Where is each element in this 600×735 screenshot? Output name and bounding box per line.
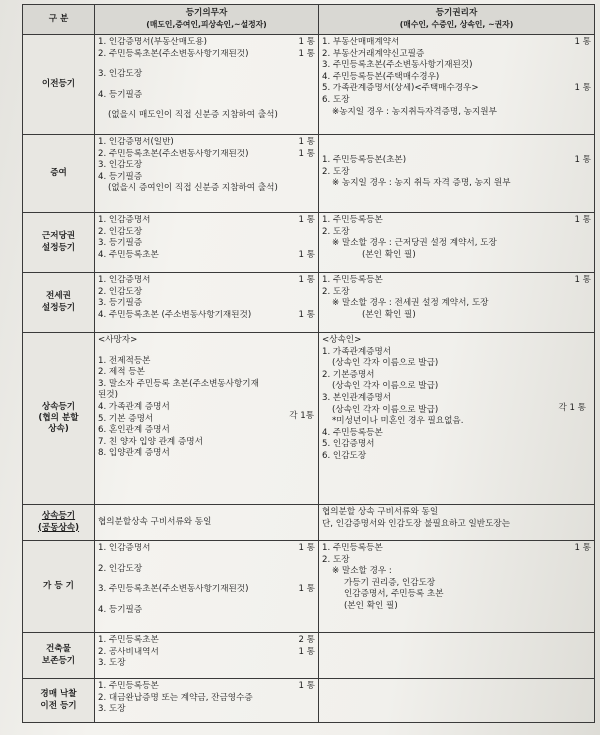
list-item: 5. 가족관계증명서(상세)<주택매수경우>: [322, 83, 479, 94]
category-label: (공동상속): [37, 522, 80, 533]
header-category: 구 분: [23, 5, 95, 35]
row-inherit-joint: [23, 505, 595, 541]
list-item: 4. 등기필증: [98, 604, 143, 615]
inherit-joint-obligor-docs: [95, 505, 319, 541]
list-item: 2. 도장: [322, 226, 350, 237]
category-provisional: 가 등 기: [23, 541, 95, 633]
list-item: 2. 인감도장: [98, 226, 143, 237]
transfer-right-holder-docs: [319, 35, 595, 135]
list-item: 1. 주민등록등본: [98, 681, 159, 691]
quantity: 1 통: [574, 543, 591, 553]
quantity: 2 통: [298, 635, 315, 645]
category-inherit: [23, 333, 95, 505]
category-building: [23, 633, 95, 679]
gift-right-holder-docs: [319, 135, 595, 213]
list-item: 1. 주민등록등본: [322, 275, 383, 285]
obligor-title: 등기의무자: [185, 8, 228, 19]
list-item: 6. 혼인관계 증명서: [98, 425, 170, 436]
list-item: 3. 본인관계증명서: [322, 392, 392, 403]
inherit-obligor-docs: [95, 333, 319, 505]
quantity: 1 통: [574, 37, 591, 47]
header-right-holder: [319, 5, 595, 35]
mortgage-right-holder-docs: [319, 213, 595, 273]
quantity: 1 통: [574, 275, 591, 285]
row-auction: [23, 679, 595, 723]
list-item: 3. 인감도장: [98, 69, 143, 80]
list-item: 3. 주민등록초본(주소변동사항기재된것): [98, 584, 249, 595]
note: ※ 말소할 경우 : 전세권 설정 계약서, 도장: [332, 298, 489, 309]
list-item: 1. 인감증명서: [98, 215, 151, 225]
list-item: 3. 등기필증: [98, 238, 143, 249]
right-holder-subtitle: (매수인, 수증인, 상속인, ~권자): [399, 20, 514, 30]
inherit-joint-right-holder-docs: [319, 505, 595, 541]
list-item: 3. 도장: [98, 704, 126, 715]
note: ※ 말소할 경우 : 근저당권 설정 계약서, 도장: [332, 238, 497, 249]
category-mortgage: [23, 213, 95, 273]
quantity: 1 통: [298, 48, 315, 59]
transfer-obligor-docs: [95, 35, 319, 135]
list-item: 3. 주민등록초본(주소변동사항기재된것): [322, 60, 473, 71]
list-item: 협의분할상속 구비서류와 동일: [98, 516, 212, 527]
list-item: 1. 주민등록초본: [98, 635, 159, 645]
quantity: 각 1 통: [558, 403, 586, 413]
note: (본인 확인 필): [362, 309, 416, 320]
row-building: [23, 633, 595, 679]
list-item: 6. 도장: [322, 94, 350, 105]
quantity: 1 통: [298, 137, 315, 147]
list-item: 2. 공사비내역서: [98, 646, 159, 657]
list-item: 1. 부동산매매계약서: [322, 37, 400, 47]
note: ※농지일 경우 : 농지취득자격증명, 농지원부: [332, 106, 497, 117]
category-label: 건축물: [46, 644, 71, 655]
quantity: 1 통: [574, 215, 591, 225]
quantity: 1 통: [298, 646, 315, 657]
note: (없을시 매도인이 직접 신분증 지참하여 출석): [108, 110, 278, 121]
list-item: 2. 기본증명서: [322, 369, 375, 380]
row-lease: [23, 273, 595, 333]
category-auction: [23, 679, 95, 723]
auction-right-holder-docs: [319, 679, 595, 723]
list-item: 3. 인감도장: [98, 160, 143, 171]
list-item: 2. 주민등록초본(주소변동사항기재된것): [98, 148, 249, 159]
quantity: 1 통: [298, 584, 315, 595]
obligor-subtitle: (매도인,증여인,피상속인,~설정자): [146, 20, 267, 30]
building-right-holder-docs: [319, 633, 595, 679]
note: (본인 확인 필): [362, 249, 416, 260]
list-item: 3. 도장: [98, 658, 126, 669]
note: (상속인 각자 이름으로 발급): [332, 381, 439, 392]
auction-obligor-docs: [95, 679, 319, 723]
list-item: 1. 주민등록등본: [322, 543, 383, 553]
heir-heading: <상속인>: [322, 335, 362, 345]
row-inherit: [23, 333, 595, 505]
category-label: 설정등기: [41, 242, 76, 253]
list-item: 4. 주민등록초본 (주소변동사항기재된것): [98, 309, 252, 320]
list-item: 4. 주민등록초본: [98, 249, 159, 260]
quantity: 1 통: [574, 155, 591, 165]
list-item: 4. 등기필증: [98, 89, 143, 100]
category-label: 상속): [48, 424, 69, 435]
list-item: 2. 제적 등본: [98, 367, 145, 378]
list-item: 4. 주민등록등본: [322, 427, 383, 438]
list-item: 1. 인감증명서: [98, 543, 151, 553]
provisional-obligor-docs: [95, 541, 319, 633]
list-item: 2. 부동산거래계약신고필증: [322, 48, 425, 59]
category-label: 경매 낙찰: [40, 689, 77, 700]
list-item: 2. 인감도장: [98, 563, 143, 574]
registration-documents-table: [22, 4, 595, 723]
list-item: 1. 인감증명서(부동산매도용): [98, 37, 207, 47]
list-item: 된것): [98, 390, 118, 401]
right-holder-title: 등기권리자: [435, 8, 478, 19]
list-item: 1. 인감증명서: [98, 275, 151, 285]
note: (상속인 각자 이름으로 발급): [332, 358, 439, 369]
lease-obligor-docs: [95, 273, 319, 333]
quantity: 1 통: [574, 83, 591, 94]
provisional-right-holder-docs: [319, 541, 595, 633]
note: (본인 확인 필): [344, 600, 398, 611]
list-item: 2. 도장: [322, 166, 350, 177]
list-item: 1. 주민등록등본: [322, 215, 383, 225]
gift-obligor-docs: [95, 135, 319, 213]
list-item: 2. 주민등록초본(주소변동사항기재된것): [98, 48, 249, 59]
quantity: 각 1통: [289, 411, 314, 421]
list-item: 1. 주민등록등본(초본): [322, 155, 407, 165]
note: ※ 농지일 경우 : 농지 취득 자격 증명, 농지 원부: [332, 178, 511, 189]
list-item: 2. 인감도장: [98, 286, 143, 297]
deceased-heading: <사망자>: [98, 335, 138, 345]
list-item: 6. 인감도장: [322, 450, 367, 461]
list-item: 협의분할 상속 구비서류와 동일: [322, 507, 439, 517]
quantity: 1 통: [298, 681, 315, 691]
category-transfer: 이전등기: [23, 35, 95, 135]
header-row: [23, 5, 595, 35]
list-item: 4. 주민등록등본(주택매수경우): [322, 71, 440, 82]
category-label: 상속등기: [41, 511, 76, 522]
category-label: (협의 분할: [38, 412, 79, 423]
category-inherit-joint: [23, 505, 95, 541]
note: *미성년이나 미혼인 경우 필요없음.: [332, 416, 464, 427]
list-item: 2. 도장: [322, 554, 350, 565]
list-item: 7. 친 양자 입양 관계 증명서: [98, 436, 203, 447]
list-item: 4. 가족관계 증명서: [98, 401, 170, 412]
quantity: 1 통: [298, 543, 315, 553]
list-item: 1. 전제적등본: [98, 355, 151, 366]
quantity: 1 통: [298, 249, 315, 260]
category-label: 근저당권: [41, 231, 76, 242]
list-item: 8. 입양관계 증명서: [98, 448, 170, 459]
row-provisional: [23, 541, 595, 633]
list-item: 단, 인감증명서와 인감도장 불필요하고 일반도장는: [322, 518, 510, 529]
header-obligor: [95, 5, 319, 35]
category-label: 상속등기: [41, 401, 76, 412]
note: ※ 말소할 경우 :: [332, 566, 392, 577]
lease-right-holder-docs: [319, 273, 595, 333]
category-gift: 증여: [23, 135, 95, 213]
list-item: 4. 등기필증: [98, 171, 143, 182]
list-item: 5. 인감증명서: [322, 439, 375, 450]
mortgage-obligor-docs: [95, 213, 319, 273]
category-lease: [23, 273, 95, 333]
category-label: 보존등기: [41, 655, 76, 666]
list-item: 1. 가족관계증명서: [322, 346, 392, 357]
category-label: 설정등기: [41, 302, 76, 313]
quantity: 1 통: [298, 275, 315, 285]
list-item: 2. 대금완납증명 또는 계약금, 잔금영수증: [98, 692, 253, 703]
note: (상속인 각자 이름으로 발급): [332, 404, 439, 415]
category-label: 이전 등기: [40, 700, 77, 711]
list-item: 1. 인감증명서(일반): [98, 137, 174, 147]
list-item: 3. 등기필증: [98, 298, 143, 309]
quantity: 1 통: [298, 309, 315, 320]
quantity: 1 통: [298, 148, 315, 159]
category-label: 전세권: [46, 291, 71, 302]
list-item: 2. 도장: [322, 286, 350, 297]
quantity: 1 통: [298, 37, 315, 47]
quantity: 1 통: [298, 215, 315, 225]
inherit-right-holder-docs: [319, 333, 595, 505]
row-gift: [23, 135, 595, 213]
note: 가등기 권리증, 인감도장: [344, 577, 436, 588]
list-item: 3. 말소자 주민등록 초본(주소변동사항기재: [98, 378, 259, 389]
row-transfer: [23, 35, 595, 135]
note: 인감증명서, 주민등록 초본: [344, 589, 444, 600]
list-item: 5. 기본 증명서: [98, 413, 154, 424]
building-obligor-docs: [95, 633, 319, 679]
note: (없을시 증여인이 직접 신분증 지참하여 출석): [108, 183, 278, 194]
row-mortgage: [23, 213, 595, 273]
